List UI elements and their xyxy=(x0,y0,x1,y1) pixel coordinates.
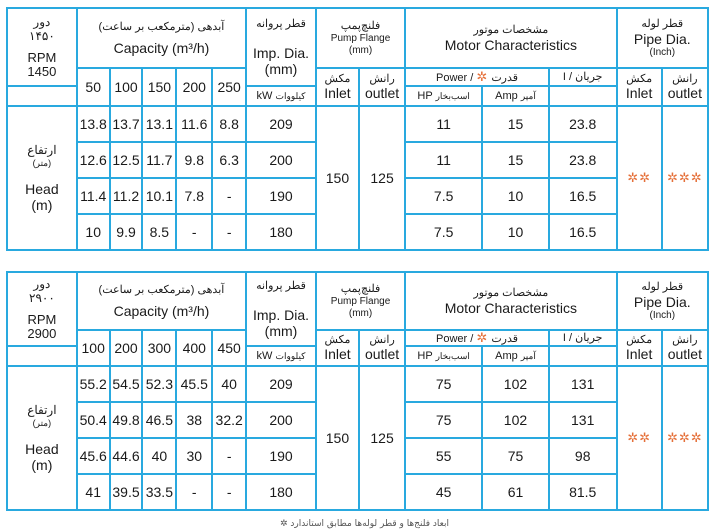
imp-dia-header xyxy=(246,272,316,346)
head-label-en: Head xyxy=(25,181,59,197)
head-value: 11.2 xyxy=(110,178,143,214)
kw-value: 75 xyxy=(405,366,482,402)
table-row xyxy=(7,106,708,142)
pipe-header xyxy=(617,272,708,330)
head-value: - xyxy=(176,474,212,510)
amp-value: 131 xyxy=(549,366,617,402)
kw-label-en: kW xyxy=(256,350,273,362)
head-value: - xyxy=(212,474,246,510)
current-label-fa: جریان xyxy=(575,332,603,344)
hp-value: 10 xyxy=(482,214,549,250)
footnote: ✲ ابعاد فلنج‌ها و قطر لوله‌ها مطابق استاندارد xyxy=(280,519,449,529)
power-label-fa: قدرت xyxy=(491,71,519,84)
pipe-inlet-header xyxy=(617,68,662,106)
motor-header xyxy=(405,272,616,330)
rpm-number-fa: ۱۴۵۰ xyxy=(29,29,55,43)
kw-header xyxy=(246,346,316,366)
flange-inlet-value: 150 xyxy=(316,366,359,510)
head-value: 9.9 xyxy=(110,214,143,250)
inlet-label-fa: مکش xyxy=(626,334,653,346)
head-value: 12.6 xyxy=(77,142,110,178)
outlet-label-en: outlet xyxy=(667,346,702,362)
outlet-label-en: outlet xyxy=(364,85,400,101)
pipe-inlet-stars-icon: ✲✲ xyxy=(617,366,662,510)
head-unit-en: (m) xyxy=(31,457,53,473)
head-value: 8.8 xyxy=(212,106,246,142)
imp-dia-value: 190 xyxy=(246,438,316,474)
amp-value: 16.5 xyxy=(549,178,617,214)
head-value: 11.7 xyxy=(142,142,176,178)
head-value: 39.5 xyxy=(110,474,143,510)
head-value: 33.5 xyxy=(142,474,176,510)
hp-label-en: HP xyxy=(417,90,433,102)
head-value: 13.7 xyxy=(110,106,143,142)
head-value: - xyxy=(212,178,246,214)
capacity-label-fa: آبدهی (مترمکعب بر ساعت) xyxy=(98,20,225,33)
amp-label-fa: آمپر xyxy=(520,91,536,101)
kw-label-fa: کیلووات xyxy=(275,351,306,361)
outlet-label-fa: رانش xyxy=(369,334,395,346)
amp-header xyxy=(482,86,549,106)
hp-value: 61 xyxy=(482,474,549,510)
flange-label-fa: فلنچ‌پمپ xyxy=(340,19,381,32)
hp-header xyxy=(405,346,482,366)
motor-label-en: Motor Characteristics xyxy=(444,299,577,316)
imp-dia-value: 209 xyxy=(246,106,316,142)
pipe-outlet-header xyxy=(662,330,708,366)
power-label-en: Power xyxy=(435,332,468,345)
pipe-unit: (Inch) xyxy=(649,309,676,321)
imp-dia-label-fa: قطر پروانه xyxy=(256,279,306,292)
head-unit-fa: (متر) xyxy=(32,418,52,428)
flange-outlet-value: 125 xyxy=(359,366,405,510)
head-value: 9.8 xyxy=(176,142,212,178)
empty-cell xyxy=(7,86,77,106)
head-value: 13.8 xyxy=(77,106,110,142)
hp-value: 75 xyxy=(482,438,549,474)
imp-dia-label-en: Imp. Dia. xyxy=(252,44,309,61)
pipe-label-fa: قطر لوله xyxy=(641,17,684,30)
kw-value: 7.5 xyxy=(405,214,482,250)
table-row xyxy=(7,366,708,402)
pipe-unit: (Inch) xyxy=(649,46,676,58)
current-label-en: I xyxy=(562,71,566,83)
imp-dia-value: 200 xyxy=(246,142,316,178)
flange-outlet-header xyxy=(359,330,405,366)
capacity-col-header: 400 xyxy=(176,330,212,366)
head-value: 45.5 xyxy=(176,366,212,402)
kw-value: 75 xyxy=(405,402,482,438)
hp-value: 102 xyxy=(482,366,549,402)
flange-unit: (mm) xyxy=(348,44,373,56)
head-value: 8.5 xyxy=(142,214,176,250)
pump-table-2900 xyxy=(6,271,709,511)
kw-value: 45 xyxy=(405,474,482,510)
flange-outlet-value: 125 xyxy=(359,106,405,250)
head-value: - xyxy=(212,214,246,250)
pump-table-1450 xyxy=(6,7,709,251)
power-label-en: Power xyxy=(435,71,468,84)
amp-header xyxy=(482,346,549,366)
pipe-label-fa: قطر لوله xyxy=(641,280,684,293)
imp-dia-unit: (mm) xyxy=(264,60,298,77)
head-value: 7.8 xyxy=(176,178,212,214)
outlet-label-fa: رانش xyxy=(369,73,395,85)
pipe-label-en: Pipe Dia. xyxy=(633,30,691,47)
pipe-label-en: Pipe Dia. xyxy=(633,293,691,310)
capacity-col-header: 50 xyxy=(77,68,110,106)
spec-table xyxy=(6,271,709,511)
capacity-col-header: 100 xyxy=(77,330,110,366)
outlet-label-fa: رانش xyxy=(672,73,698,85)
capacity-col-header: 250 xyxy=(212,68,246,106)
kw-value: 11 xyxy=(405,142,482,178)
current-label-fa: جریان xyxy=(575,71,603,83)
hp-header xyxy=(405,86,482,106)
head-value: 45.6 xyxy=(77,438,110,474)
power-header: Power / ✲ قدرت xyxy=(405,330,549,346)
pipe-outlet-stars-icon: ✲✲✲ xyxy=(662,106,708,250)
head-value: 10 xyxy=(77,214,110,250)
head-value: 46.5 xyxy=(142,402,176,438)
inlet-label-en: Inlet xyxy=(324,346,351,362)
head-label-fa: ارتفاع xyxy=(27,403,57,417)
imp-dia-unit: (mm) xyxy=(264,322,298,339)
head-unit-en: (m) xyxy=(31,197,53,213)
flange-unit: (mm) xyxy=(348,307,373,319)
rpm-header-cell xyxy=(7,8,77,86)
current-label-en: I xyxy=(562,332,566,344)
rpm-label-fa: دور xyxy=(33,15,51,29)
head-value: 40 xyxy=(212,366,246,402)
capacity-col-header: 150 xyxy=(142,68,176,106)
imp-dia-value: 200 xyxy=(246,402,316,438)
inlet-label-en: Inlet xyxy=(324,85,351,101)
imp-dia-label-en: Imp. Dia. xyxy=(252,306,309,323)
motor-label-en: Motor Characteristics xyxy=(444,36,577,53)
head-value: 55.2 xyxy=(77,366,110,402)
hp-value: 15 xyxy=(482,142,549,178)
pipe-header xyxy=(617,8,708,68)
inlet-label-fa: مکش xyxy=(324,73,351,85)
outlet-label-fa: رانش xyxy=(672,334,698,346)
pipe-inlet-stars-icon: ✲✲ xyxy=(617,106,662,250)
inlet-label-en: Inlet xyxy=(625,85,653,101)
capacity-label-fa: آبدهی (مترمکعب بر ساعت) xyxy=(98,283,225,296)
head-label-cell xyxy=(7,106,77,250)
amp-label-en: Amp xyxy=(495,350,518,362)
amp-value: 131 xyxy=(549,402,617,438)
inlet-label-fa: مکش xyxy=(626,73,653,85)
pipe-inlet-header xyxy=(617,330,662,366)
head-value: 11.6 xyxy=(176,106,212,142)
hp-value: 15 xyxy=(482,106,549,142)
imp-dia-label-fa: قطر پروانه xyxy=(256,17,306,30)
hp-label-en: HP xyxy=(417,350,433,362)
kw-label-fa: کیلووات xyxy=(275,91,306,101)
flange-header xyxy=(316,8,405,68)
flange-outlet-header xyxy=(359,68,405,106)
head-value: 52.3 xyxy=(142,366,176,402)
pipe-outlet-header xyxy=(662,68,708,106)
capacity-header xyxy=(77,8,246,68)
capacity-col-header: 200 xyxy=(110,330,143,366)
head-label-fa: ارتفاع xyxy=(27,143,57,157)
power-header: Power / ✲ قدرت xyxy=(405,68,549,86)
hp-value: 102 xyxy=(482,402,549,438)
rpm-label-fa: دور xyxy=(33,277,51,291)
capacity-label-en: Capacity (m³/h) xyxy=(113,302,210,319)
head-value: 13.1 xyxy=(142,106,176,142)
amp-label-fa: آمپر xyxy=(520,351,536,361)
imp-dia-header xyxy=(246,8,316,86)
motor-label-fa: مشخصات موتور xyxy=(473,23,549,36)
motor-label-fa: مشخصات موتور xyxy=(473,286,549,299)
rpm-label-en: RPM xyxy=(27,50,57,65)
hp-value: 10 xyxy=(482,178,549,214)
flange-label-en: Pump Flange xyxy=(330,295,391,307)
imp-dia-value: 180 xyxy=(246,474,316,510)
head-value: 30 xyxy=(176,438,212,474)
imp-dia-value: 180 xyxy=(246,214,316,250)
rpm-number-fa: ۲۹۰۰ xyxy=(29,291,55,305)
kw-value: 55 xyxy=(405,438,482,474)
rpm-header-cell xyxy=(7,272,77,346)
rpm-label-en: RPM xyxy=(27,312,57,327)
kw-value: 7.5 xyxy=(405,178,482,214)
capacity-label-en: Capacity (m³/h) xyxy=(113,39,210,56)
capacity-col-header: 200 xyxy=(176,68,212,106)
amp-label-en: Amp xyxy=(495,90,518,102)
head-value: 41 xyxy=(77,474,110,510)
head-label-cell xyxy=(7,366,77,510)
flange-label-en: Pump Flange xyxy=(330,32,391,44)
inlet-label-en: Inlet xyxy=(625,346,653,362)
head-value: 40 xyxy=(142,438,176,474)
head-value: 44.6 xyxy=(110,438,143,474)
amp-value: 23.8 xyxy=(549,106,617,142)
imp-dia-value: 209 xyxy=(246,366,316,402)
motor-header xyxy=(405,8,616,68)
current-header: I / جریان xyxy=(549,330,617,346)
amp-value: 16.5 xyxy=(549,214,617,250)
capacity-col-header: 100 xyxy=(110,68,143,106)
pipe-outlet-stars-icon: ✲✲✲ xyxy=(662,366,708,510)
rpm-number-en: 1450 xyxy=(27,64,57,79)
outlet-label-en: outlet xyxy=(667,85,702,101)
head-unit-fa: (متر) xyxy=(32,158,52,168)
star-icon: ✲ xyxy=(476,68,489,84)
head-value: 11.4 xyxy=(77,178,110,214)
head-value: 32.2 xyxy=(212,402,246,438)
head-value: - xyxy=(212,438,246,474)
capacity-col-header: 450 xyxy=(212,330,246,366)
head-value: 6.3 xyxy=(212,142,246,178)
kw-value: 11 xyxy=(405,106,482,142)
outlet-label-en: outlet xyxy=(364,346,400,362)
flange-header xyxy=(316,272,405,330)
flange-inlet-header xyxy=(316,68,359,106)
kw-header xyxy=(246,86,316,106)
head-label-en: Head xyxy=(25,441,59,457)
head-value: 54.5 xyxy=(110,366,143,402)
empty-cell xyxy=(7,346,77,366)
head-value: 38 xyxy=(176,402,212,438)
head-value: 10.1 xyxy=(142,178,176,214)
capacity-header xyxy=(77,272,246,330)
power-label-fa: قدرت xyxy=(491,332,519,345)
flange-inlet-header xyxy=(316,330,359,366)
current-header: I / جریان xyxy=(549,68,617,86)
amp-value: 23.8 xyxy=(549,142,617,178)
head-value: 49.8 xyxy=(110,402,143,438)
spec-table xyxy=(6,7,709,251)
rpm-number-en: 2900 xyxy=(27,326,57,341)
flange-label-fa: فلنچ‌پمپ xyxy=(340,282,381,295)
flange-inlet-value: 150 xyxy=(316,106,359,250)
head-value: 50.4 xyxy=(77,402,110,438)
head-value: - xyxy=(176,214,212,250)
capacity-col-header: 300 xyxy=(142,330,176,366)
head-value: 12.5 xyxy=(110,142,143,178)
imp-dia-value: 190 xyxy=(246,178,316,214)
amp-value: 81.5 xyxy=(549,474,617,510)
kw-label-en: kW xyxy=(256,90,273,102)
inlet-label-fa: مکش xyxy=(324,334,351,346)
hp-label-fa: اسب‌بخار xyxy=(435,351,470,361)
star-icon: ✲ xyxy=(476,330,489,345)
hp-label-fa: اسب‌بخار xyxy=(435,91,470,101)
amp-value: 98 xyxy=(549,438,617,474)
